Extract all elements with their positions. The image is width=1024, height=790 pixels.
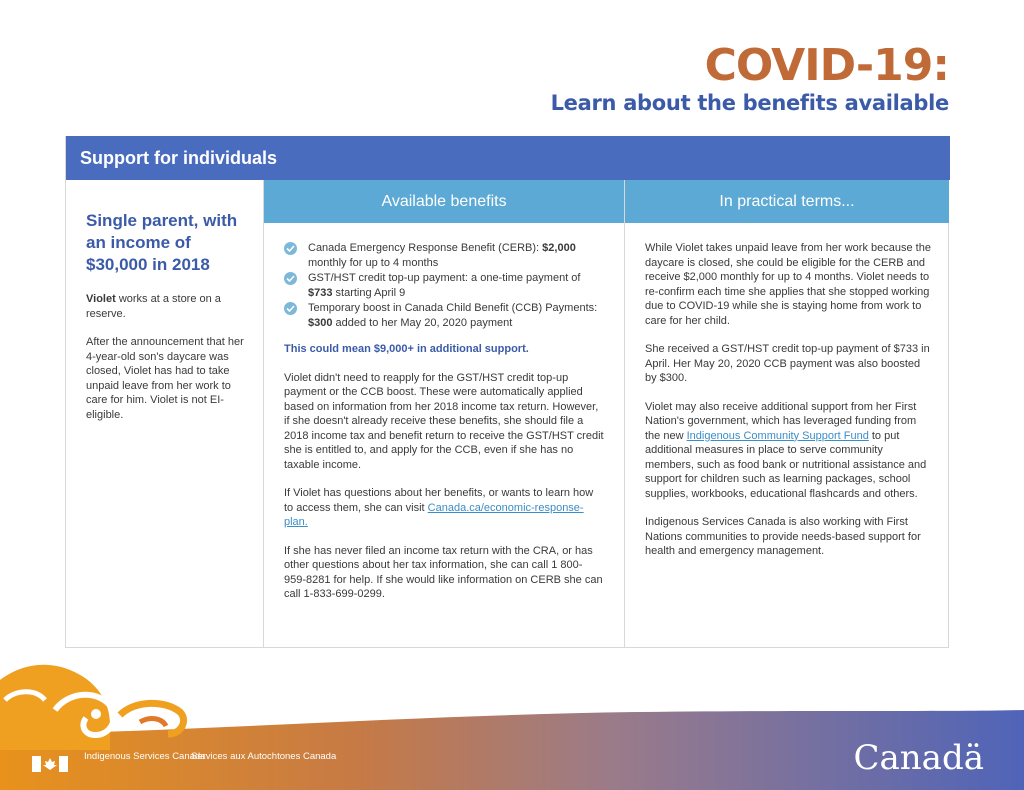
benefit-item-cerb xyxy=(284,241,604,270)
benefit-amount: $2,000 xyxy=(542,242,576,254)
benefits-body xyxy=(264,223,624,602)
indigenous-community-support-fund-link[interactable]: Indigenous Community Support Fund xyxy=(686,429,869,442)
benefit-item-ccb xyxy=(284,301,604,330)
payments-received-paragraph: She received a GST/HST credit top-up payment of $733 in April. Her May 20, 2020 CCB payment was also boosted by $300. xyxy=(645,343,930,384)
checkmark-icon xyxy=(284,272,297,285)
cerb-eligibility-paragraph: While Violet takes unpaid leave from her work because the daycare is closed, she could be eligible for the CERB and receive $2,000 monthly for up to 4 months. Violet needs to re-confirm each time she applies that she stopped working due to COVID-19 while she is staying home from work to care for her child. xyxy=(645,242,931,327)
benefit-amount: $733 xyxy=(308,286,333,299)
support-text: to put additional measures in place to serve community members, such as food bank or nutritional assistance and support for children such as learning packages, school supplies, workbooks, educational flashcards and others. xyxy=(645,429,927,500)
panel-heading: Support for individuals xyxy=(66,136,950,180)
benefits-column xyxy=(264,180,625,648)
practical-column xyxy=(625,180,949,648)
practical-body xyxy=(625,223,949,559)
page-title: COVID-19: xyxy=(704,40,949,91)
profile-name: Violet xyxy=(86,293,116,305)
benefit-list xyxy=(284,241,604,330)
questions-text: If Violet has questions about her benefits, or wants to learn how to access them, she can visit xyxy=(284,487,594,514)
profile-intro-text: works at a store on a reserve. xyxy=(86,293,221,320)
support-text: Violet may also receive additional support from her First Nation's government, which has leveraged funding from the new xyxy=(645,400,917,442)
profile-column xyxy=(66,180,264,648)
benefit-text: GST/HST credit top-up payment: a one-time payment of xyxy=(308,272,581,284)
profile-title: Single parent, with an income of $30,000 in 2018 xyxy=(86,211,238,274)
checkmark-icon xyxy=(284,242,297,255)
first-nation-support-paragraph xyxy=(645,400,931,502)
practical-heading: In practical terms... xyxy=(625,180,949,223)
benefit-text: added to her May 20, 2020 payment xyxy=(332,316,513,329)
benefits-heading: Available benefits xyxy=(264,180,624,223)
cra-contact-paragraph: If she has never filed an income tax return with the CRA, or has other questions about her tax information, she can call 1 800-959-8281 for help. If she would like information on CERB she can call 1-833-699-0299. xyxy=(284,544,603,600)
canada-wordmark: Canadä xyxy=(853,738,984,778)
benefit-text: monthly for up to 4 months xyxy=(308,256,439,269)
profile-situation: After the announcement that her 4-year-old son's daycare was closed, Violet has had to take unpaid leave from her work to care for him. Violet is not EI-eligible. xyxy=(86,336,244,421)
benefit-item-gst xyxy=(284,271,604,300)
reapply-paragraph: Violet didn't need to reapply for the GST/HST credit top-up payment or the CCB boost. These were automatically applied based on information from her 2018 income tax return. However, if she doesn't already receive these benefits, she should file a 2018 income tax and benefit return to receive the GST/HST credit she is entitled to, and apply for the CCB, even if she has no taxable income. xyxy=(284,371,604,471)
benefit-text: Canada Emergency Response Benefit (CERB): xyxy=(308,242,543,254)
checkmark-icon xyxy=(284,302,297,315)
isc-support-paragraph: Indigenous Services Canada is also working with First Nations communities to provide needs-based support for health and emergency management. xyxy=(645,516,921,557)
support-total-highlight: This could mean $9,000+ in additional support. xyxy=(284,343,529,355)
benefit-amount: $300 xyxy=(308,316,333,329)
economic-response-plan-link[interactable]: Canada.ca/economic-response-plan. xyxy=(284,501,584,528)
profile-intro xyxy=(86,292,251,321)
benefit-text: starting April 9 xyxy=(332,286,406,299)
dept-name-english: Indigenous Services Canada xyxy=(84,751,206,762)
benefit-text: Temporary boost in Canada Child Benefit (CCB) Payments: xyxy=(308,302,598,314)
questions-paragraph xyxy=(284,486,604,530)
page-subtitle: Learn about the benefits available xyxy=(550,91,949,115)
canada-flag-icon xyxy=(32,756,68,772)
indigenous-art-motif xyxy=(0,660,200,750)
support-panel xyxy=(65,136,949,648)
title-block xyxy=(551,42,949,116)
dept-name-french: Services aux Autochtones Canada xyxy=(191,751,337,762)
